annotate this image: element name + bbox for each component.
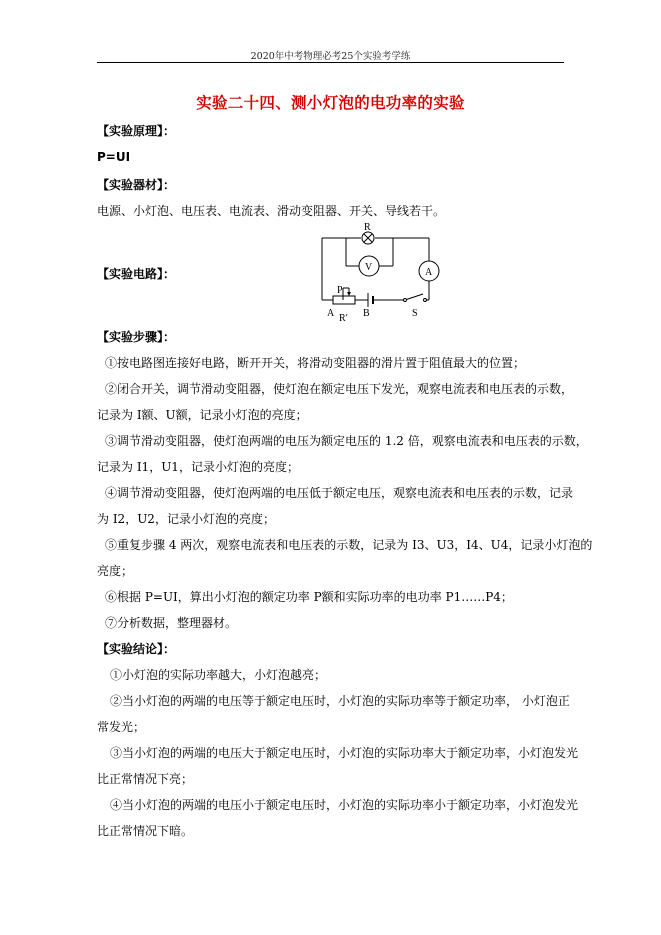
principle-formula: P=UI bbox=[97, 150, 131, 164]
conclusion-line: 常发光； bbox=[97, 720, 146, 734]
equipment-heading: 【实验器材】： bbox=[97, 178, 176, 192]
conclusion-line: ③当小灯泡的两端的电压大于额定电压时，小灯泡的实际功率大于额定功率，小灯泡发光 bbox=[110, 746, 579, 760]
circuit-heading: 【实验电路】： bbox=[97, 267, 176, 281]
voltmeter-label: V bbox=[365, 262, 373, 273]
step-line: ⑥根据 P=UI，算出小灯泡的额定功率 P额和实际功率的电功率 P1……P4； bbox=[105, 590, 513, 604]
steps-heading: 【实验步骤】： bbox=[97, 330, 176, 344]
conclusion-line: ②当小灯泡的两端的电压等于额定电压时，小灯泡的实际功率等于额定功率， 小灯泡正 bbox=[110, 694, 570, 708]
conclusion-line: ①小灯泡的实际功率越大，小灯泡越亮； bbox=[110, 668, 327, 682]
ammeter-label: A bbox=[425, 267, 433, 278]
step-line: ④调节滑动变阻器，使灯泡两端的电压低于额定电压，观察电流表和电压表的示数，记录 bbox=[105, 486, 574, 500]
switch-label: S bbox=[412, 308, 418, 319]
end-a-label: A bbox=[327, 308, 335, 319]
step-line: 亮度； bbox=[97, 564, 134, 578]
slider-label: P bbox=[337, 285, 343, 296]
rheostat-icon bbox=[333, 296, 355, 304]
lamp-label: R bbox=[364, 222, 371, 233]
principle-heading: 【实验原理】： bbox=[97, 124, 176, 138]
end-b-label: B bbox=[363, 308, 370, 319]
step-line: 为 I2，U2，记录小灯泡的亮度； bbox=[97, 512, 275, 526]
step-line: ①按电路图连接好电路，断开开关，将滑动变阻器的滑片置于阻值最大的位置； bbox=[105, 356, 526, 370]
document-title: 实验二十四、测小灯泡的电功率的实验 bbox=[196, 94, 465, 112]
step-line: ⑦分析数据，整理器材。 bbox=[105, 616, 238, 630]
header-rule bbox=[97, 62, 564, 63]
conclusion-heading: 【实验结论】： bbox=[97, 642, 176, 656]
switch-icon bbox=[405, 294, 423, 300]
step-line: ⑤重复步骤 4 两次，观察电流表和电压表的示数，记录为 I3、U3，I4、U4，记录小灯泡的 bbox=[105, 538, 593, 552]
rheostat-label: R′ bbox=[339, 313, 348, 324]
conclusion-line: 比正常情况下暗。 bbox=[97, 824, 194, 838]
conclusion-line: ④当小灯泡的两端的电压小于额定电压时，小灯泡的实际功率小于额定功率，小灯泡发光 bbox=[110, 798, 579, 812]
step-line: 记录为 I1，U1，记录小灯泡的亮度； bbox=[97, 460, 299, 474]
equipment-list: 电源、小灯泡、电压表、电流表、滑动变阻器、开关、导线若干。 bbox=[97, 204, 446, 218]
conclusion-line: 比正常情况下亮； bbox=[97, 772, 194, 786]
step-line: ③调节滑动变阻器，使灯泡两端的电压为额定电压的 1.2 倍，观察电流表和电压表的示数， bbox=[105, 434, 588, 448]
page-header: 2020年中考物理必考25个实验考学练 bbox=[250, 51, 411, 62]
step-line: 记录为 I额、U额，记录小灯泡的亮度； bbox=[97, 408, 308, 422]
step-line: ②闭合开关，调节滑动变阻器，使灯泡在额定电压下发光，观察电流表和电压表的示数， bbox=[105, 382, 574, 396]
circuit-diagram bbox=[319, 222, 444, 326]
